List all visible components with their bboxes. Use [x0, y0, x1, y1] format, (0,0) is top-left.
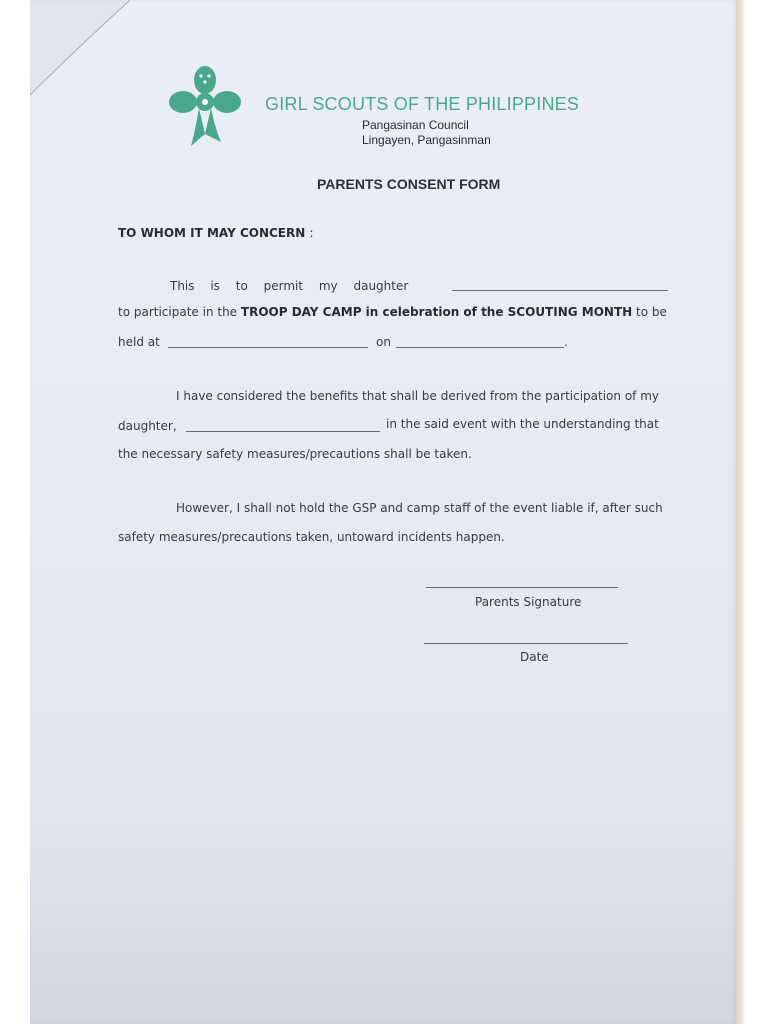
paper-edge: [736, 0, 746, 1024]
liability-line: However, I shall not hold the GSP and camp staff of the event liable if, after such: [176, 501, 663, 515]
event-name: TROOP DAY CAMP in celebration of the SCOUTING MONTH: [240, 305, 633, 319]
safety-line: the necessary safety measures/precautions shall be taken.: [118, 447, 472, 461]
signature-label: Parents Signature: [475, 595, 582, 609]
organization-name: GIRL SCOUTS OF THE PHILIPPINES: [265, 94, 580, 114]
participate-end: to be: [636, 305, 667, 319]
held-line-period: .: [564, 335, 568, 349]
paper-shadow: [30, 820, 736, 1024]
held-at-label: held at: [118, 335, 160, 349]
folded-corner-mark: [30, 0, 170, 100]
daughter-name-blank-2[interactable]: [186, 431, 380, 432]
benefits-line: I have considered the benefits that shall be derived from the participation of my: [176, 389, 659, 403]
participate-start: to participate in the: [118, 305, 238, 319]
council-location: Lingayen, Pangasinman: [362, 133, 491, 147]
salutation: [118, 226, 314, 240]
signature-blank[interactable]: [426, 587, 618, 588]
council-name: Pangasinan Council: [362, 118, 469, 132]
incidents-line: safety measures/precautions taken, untoward incidents happen.: [118, 530, 505, 544]
date-blank[interactable]: [424, 643, 628, 644]
permit-line: This is to permit my daughter: [170, 279, 409, 293]
event-date-blank[interactable]: [396, 347, 564, 348]
form-title: PARENTS CONSENT FORM: [317, 176, 501, 192]
on-label: on: [376, 335, 391, 349]
participate-line: [118, 305, 667, 319]
letterhead: [165, 62, 605, 162]
venue-blank[interactable]: [168, 347, 368, 348]
date-label: Date: [520, 650, 549, 664]
daughter-label: daughter,: [118, 419, 177, 433]
salutation-text: TO WHOM IT MAY CONCERN: [118, 226, 306, 240]
salutation-colon: :: [309, 226, 314, 240]
daughter-name-blank[interactable]: [452, 290, 668, 291]
trefoil-ribbon-icon: [165, 62, 245, 152]
understanding-line: in the said event with the understanding that: [386, 417, 659, 431]
